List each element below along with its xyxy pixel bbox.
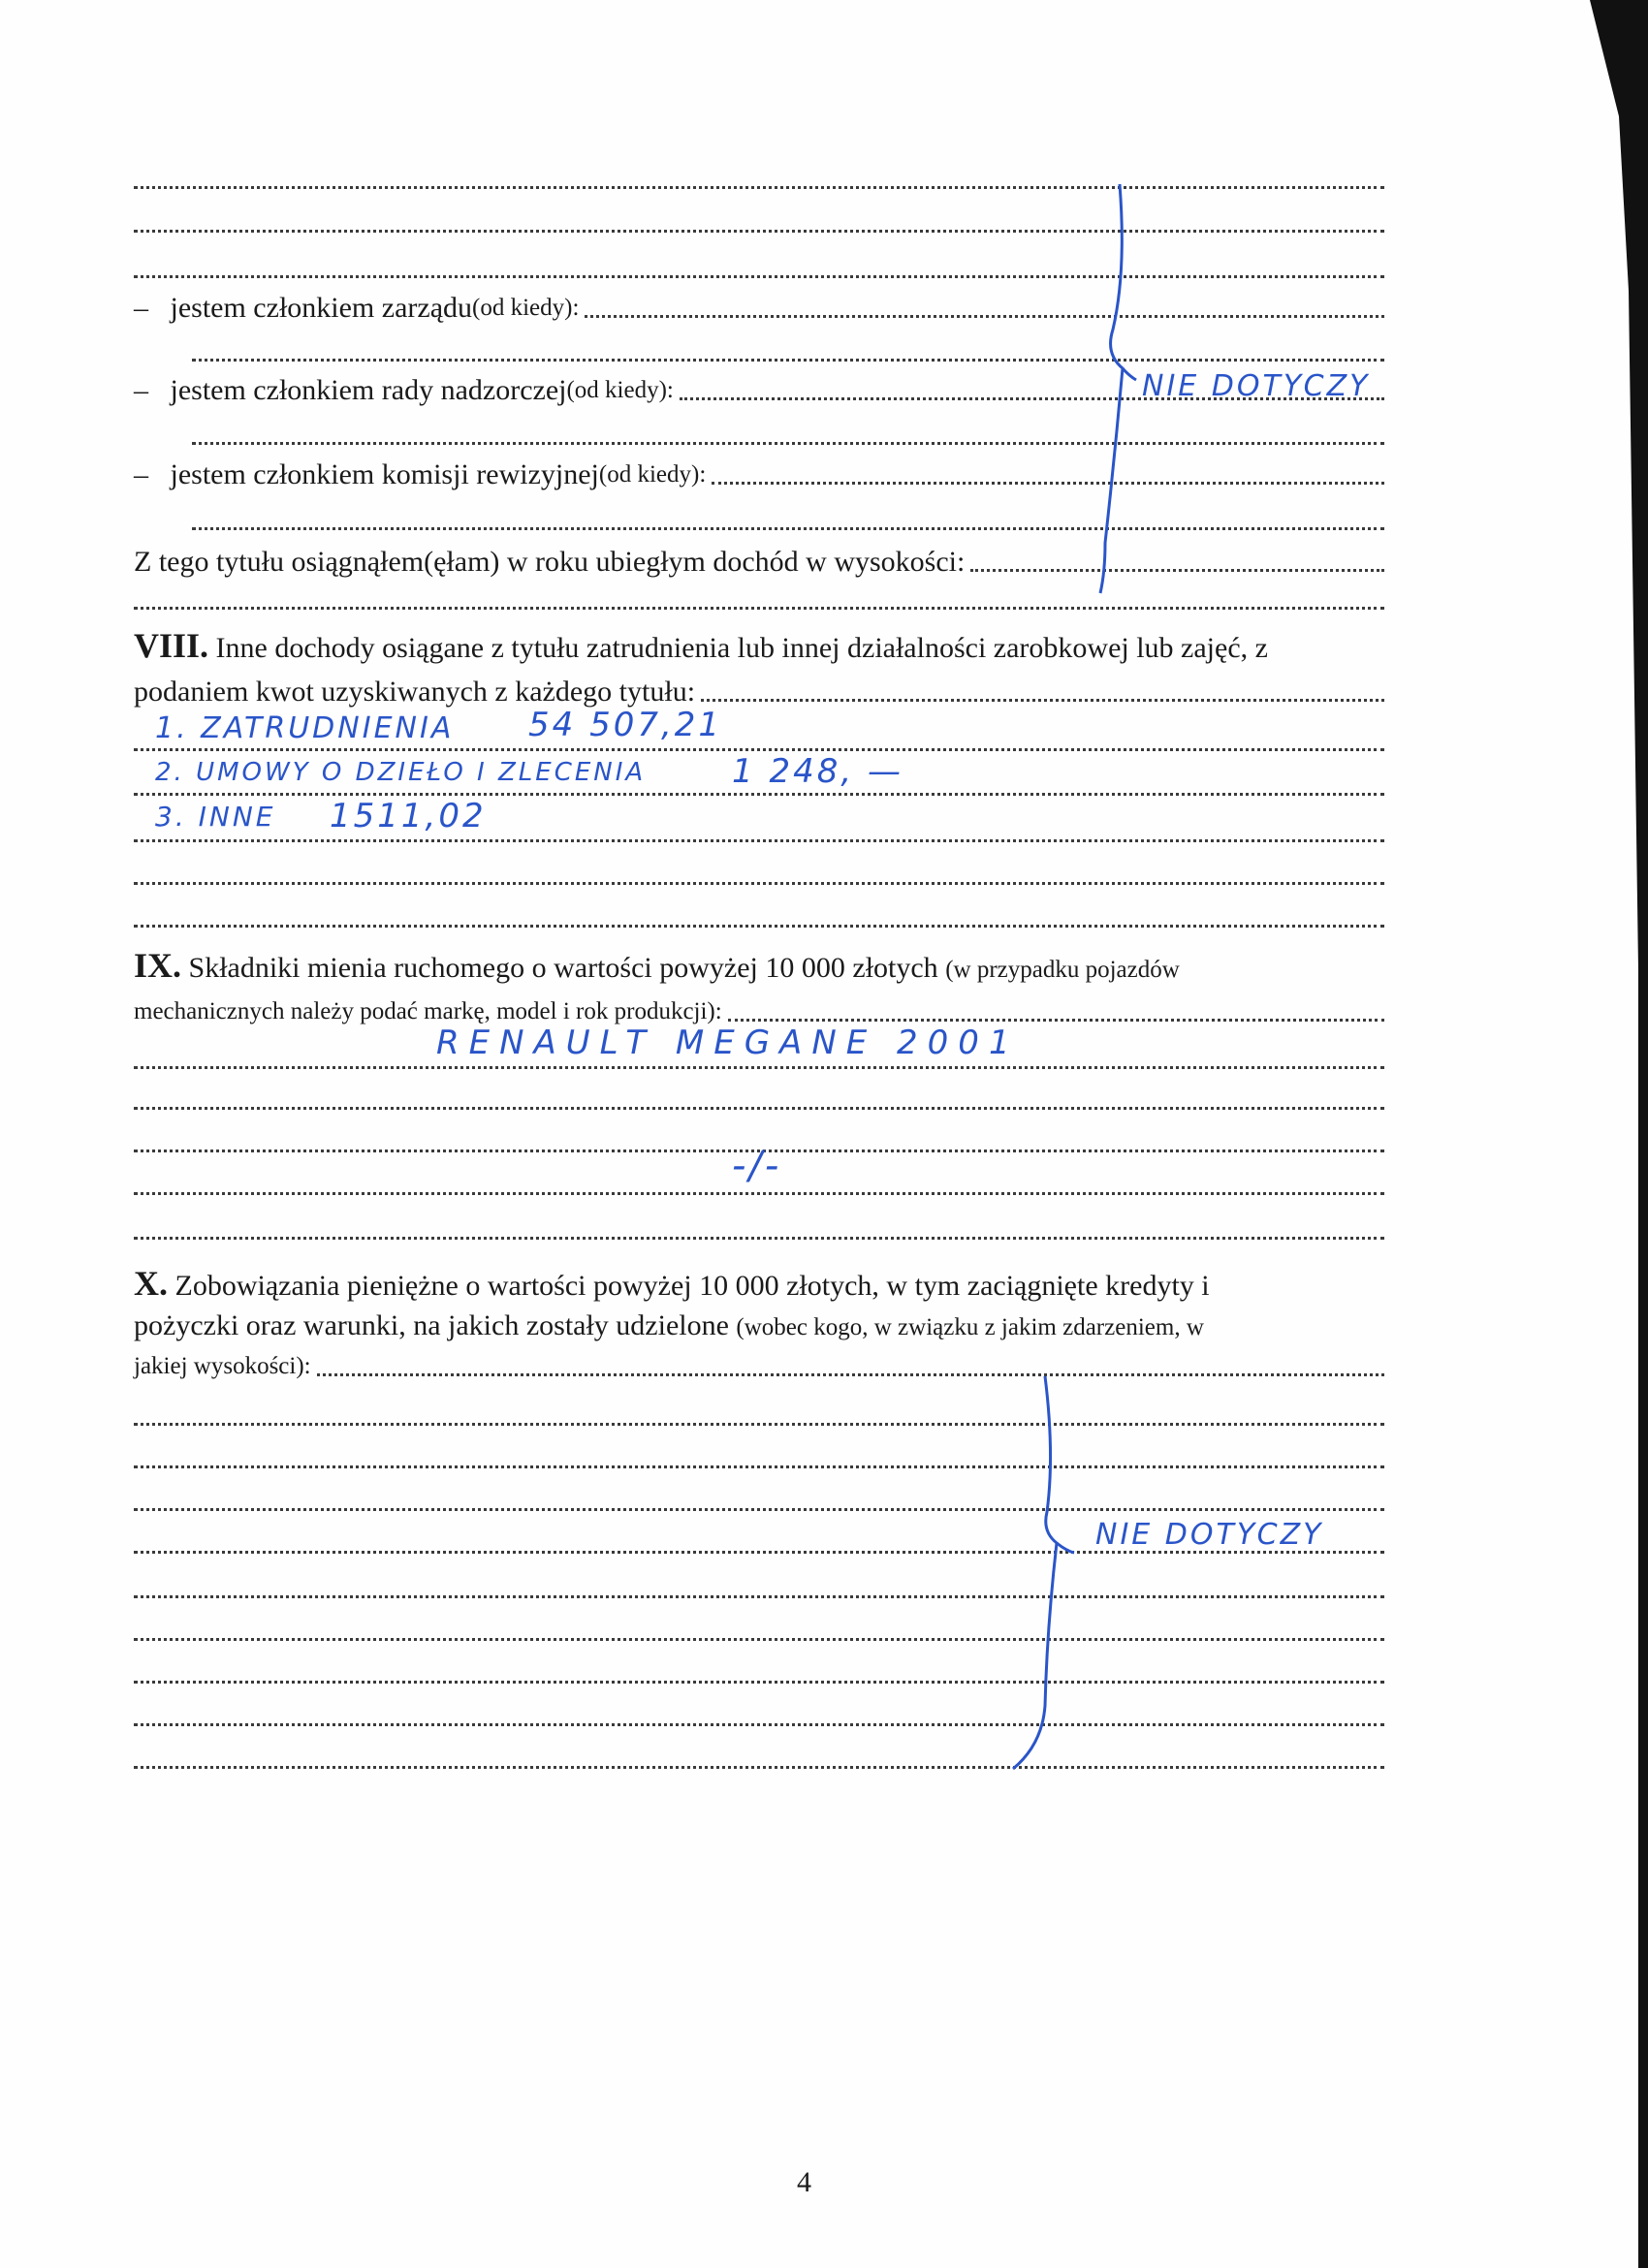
handwritten-dash-mark: -/-: [732, 1144, 782, 1188]
income-entry-label: 2. UMOWY O DZIEŁO I ZLECENIA: [155, 758, 647, 787]
section-ix-text-1-note: (w przypadku pojazdów: [945, 957, 1180, 983]
audit-member-row: – jestem członkiem komisji rewizyjnej (od kiedy):: [134, 457, 1384, 492]
audit-member-note: (od kiedy):: [598, 461, 707, 488]
handwritten-not-applicable: NIE DOTYCZY: [1095, 1518, 1324, 1552]
income-entry-amount: 1511,02: [330, 797, 487, 835]
income-entry-amount: 54 507,21: [528, 706, 723, 744]
section-x-text-2-note: (wobec kogo, w związku z jakim zdarzeniem, w: [736, 1314, 1204, 1340]
section-viii-number: VIII.: [134, 628, 209, 665]
income-entry-label: 1. ZATRUDNIENIA: [155, 711, 455, 745]
income-label: Z tego tytułu osiągnąłem(ęłam) w roku ubiegłym dochód w wysokości:: [134, 546, 966, 578]
handwritten-vehicle: RENAULT MEGANE 2001: [436, 1024, 1020, 1062]
audit-member-label: jestem członkiem komisji rewizyjnej: [170, 458, 599, 490]
section-ix-number: IX.: [134, 948, 182, 985]
board-member-row: – jestem członkiem zarządu (od kiedy):: [134, 291, 1384, 326]
board-member-note: (od kiedy):: [472, 295, 580, 321]
supervisory-member-label: jestem członkiem rady nadzorczej: [170, 374, 567, 406]
section-x-text-2: pożyczki oraz warunki, na jakich zostały udzielone: [134, 1309, 737, 1341]
section-ix-text-2: mechanicznych należy podać markę, model i rok produkcji):: [134, 998, 722, 1024]
section-x-number: X.: [134, 1266, 168, 1303]
section-ix-text-1: Składniki mienia ruchomego o wartości powyżej 10 000 złotych: [181, 952, 946, 984]
supervisory-member-row: – jestem członkiem rady nadzorczej (od kiedy):: [134, 373, 1384, 408]
supervisory-member-note: (od kiedy):: [566, 377, 674, 403]
section-viii-text-1: Inne dochody osiągane z tytułu zatrudnienia lub innej działalności zarobkowej lub zajęć, z: [208, 632, 1268, 664]
board-member-label: jestem członkiem zarządu: [170, 292, 473, 324]
handwritten-not-applicable: NIE DOTYCZY: [1142, 369, 1371, 403]
section-x-text-3: jakiej wysokości):: [134, 1353, 311, 1379]
income-entry-label: 3. INNE: [155, 801, 276, 833]
section-x-text-1: Zobowiązania pieniężne o wartości powyżej 10 000 złotych, w tym zaciągnięte kredyty i: [168, 1270, 1210, 1302]
income-entry-amount: 1 248, —: [732, 752, 903, 791]
section-viii-text-2: podaniem kwot uzyskiwanych z każdego tytułu:: [134, 676, 696, 708]
page-number: 4: [797, 2166, 811, 2198]
